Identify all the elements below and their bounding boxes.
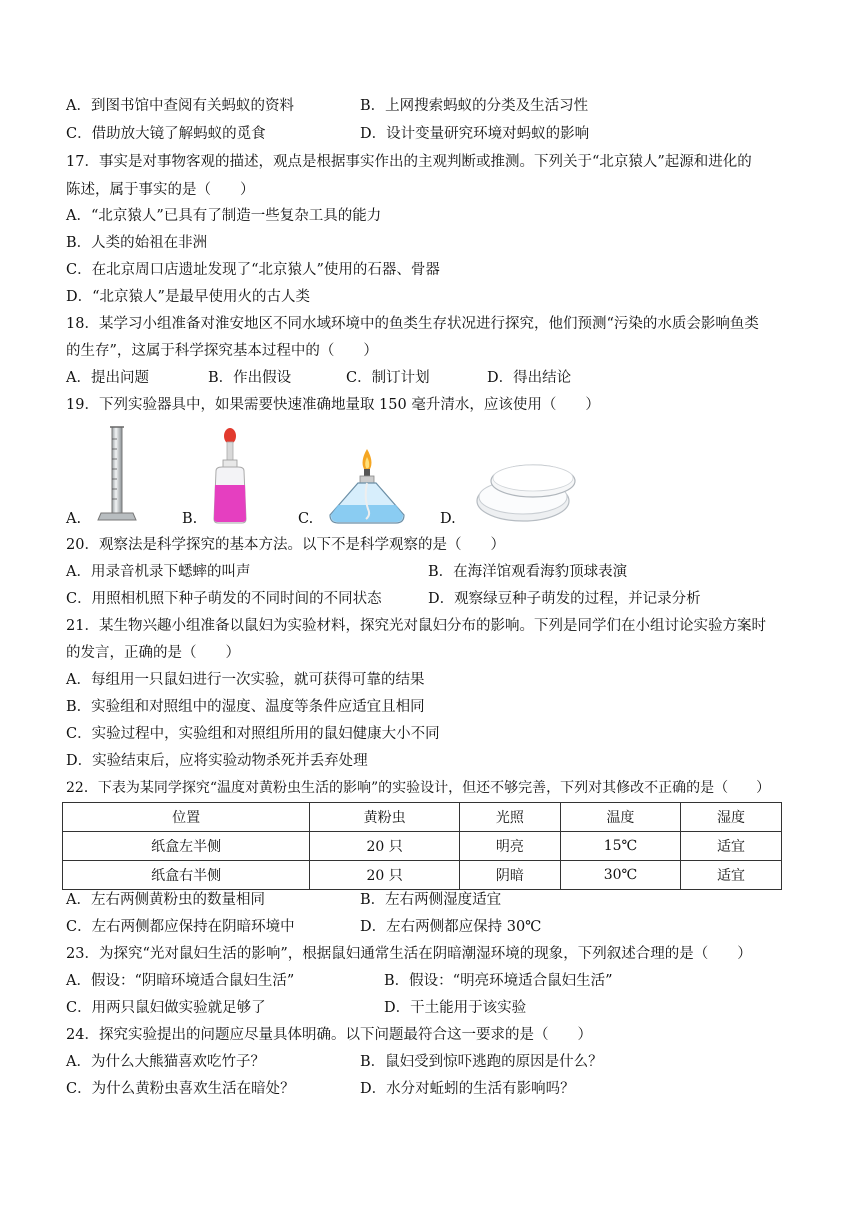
table-cell: 阴暗 <box>459 861 560 890</box>
q18-option-b: B．作出假设 <box>208 370 292 386</box>
table-cell: 30℃ <box>560 861 680 890</box>
q23-option-c: C．用两只鼠妇做实验就足够了 <box>66 1000 266 1016</box>
q21-stem-line1: 21．某生物兴趣小组准备以鼠妇为实验材料，探究光对鼠妇分布的影响。下列是同学们在小组讨论实验方案时 <box>66 618 766 634</box>
table-header-cell: 黄粉虫 <box>310 803 460 832</box>
q21-option-d: D．实验结束后，应将实验动物杀死并丢弃处理 <box>66 753 368 769</box>
table-header-cell: 温度 <box>560 803 680 832</box>
petri-dish-icon <box>471 455 581 527</box>
q23-stem: 23．为探究“光对鼠妇生活的影响”，根据鼠妇通常生活在阴暗潮湿环境的现象，下列叙述合理的是（ ） <box>66 946 752 962</box>
q22-option-a: A．左右两侧黄粉虫的数量相同 <box>66 892 265 908</box>
table-cell: 适宜 <box>680 832 781 861</box>
table-cell: 明亮 <box>459 832 560 861</box>
alcohol-lamp-icon <box>324 447 410 527</box>
q20-option-a: A．用录音机录下蟋蟀的叫声 <box>66 564 251 580</box>
q19-label-c: C. <box>298 511 314 527</box>
q24-option-b: B．鼠妇受到惊吓逃跑的原因是什么？ <box>360 1054 603 1070</box>
q18-option-a: A．提出问题 <box>66 370 149 386</box>
q16-option-a: A．到图书馆中查阅有关蚂蚁的资料 <box>66 98 294 114</box>
table-cell: 纸盒左半侧 <box>63 832 310 861</box>
table-header-row <box>63 803 782 832</box>
q17-option-b: B．人类的始祖在非洲 <box>66 235 208 251</box>
q23-option-d: D．干土能用于该实验 <box>384 1000 527 1016</box>
table-cell: 纸盒右半侧 <box>63 861 310 890</box>
q22-option-c: C．左右两侧都应保持在阴暗环境中 <box>66 919 295 935</box>
q20-option-d: D．观察绿豆种子萌发的过程，并记录分析 <box>428 591 701 607</box>
q24-option-c: C．为什么黄粉虫喜欢生活在暗处？ <box>66 1081 295 1097</box>
table-cell: 适宜 <box>680 861 781 890</box>
table-cell: 20 只 <box>310 832 460 861</box>
q19-stem: 19．下列实验器具中，如果需要快速准确地量取 150 毫升清水，应该使用（ ） <box>66 397 600 413</box>
table-header-cell: 湿度 <box>680 803 781 832</box>
dropper-bottle-icon <box>206 427 254 525</box>
q17-stem-line1: 17．事实是对事物客观的描述，观点是根据事实作出的主观判断或推测。下列关于“北京猿人”起源和进化的 <box>66 154 752 170</box>
q19-label-a: A. <box>66 511 82 527</box>
q24-stem: 24．探究实验提出的问题应尽量具体明确。以下问题最符合这一要求的是（ ） <box>66 1027 592 1043</box>
q16-option-b: B．上网搜索蚂蚁的分类及生活习性 <box>360 98 589 114</box>
q22-stem: 22．下表为某同学探究“温度对黄粉虫生活的影响”的实验设计，但还不够完善，下列对其修改不正确的是（ ） <box>66 780 771 796</box>
q24-option-a: A．为什么大熊猫喜欢吃竹子？ <box>66 1054 265 1070</box>
q17-option-a: A．“北京猿人”已具有了制造一些复杂工具的能力 <box>66 208 382 224</box>
q17-stem-line2: 陈述，属于事实的是（ ） <box>66 182 255 198</box>
q21-option-a: A．每组用一只鼠妇进行一次实验，就可获得可靠的结果 <box>66 672 425 688</box>
q22-option-b: B．左右两侧湿度适宜 <box>360 892 502 908</box>
table-row <box>63 832 782 861</box>
table-header-cell: 光照 <box>459 803 560 832</box>
q18-stem-line2: 的生存”，这属于科学探究基本过程中的（ ） <box>66 343 378 359</box>
q18-stem-line1: 18．某学习小组准备对淮安地区不同水域环境中的鱼类生存状况进行探究，他们预测“污染的水质会影响鱼类 <box>66 316 759 332</box>
table-row <box>63 861 782 890</box>
graduated-cylinder-icon <box>96 425 138 525</box>
q23-option-b: B．假设：“明亮环境适合鼠妇生活” <box>384 973 613 989</box>
q24-option-d: D．水分对蚯蚓的生活有影响吗？ <box>360 1081 575 1097</box>
q16-option-c: C．借助放大镜了解蚂蚁的觅食 <box>66 126 266 142</box>
q20-stem: 20．观察法是科学探究的基本方法。以下不是科学观察的是（ ） <box>66 537 505 553</box>
table-cell: 15℃ <box>560 832 680 861</box>
q19-figures <box>66 425 666 530</box>
q21-stem-line2: 的发言，正确的是（ ） <box>66 645 240 661</box>
q18-option-d: D．得出结论 <box>487 370 572 386</box>
q19-label-d: D. <box>440 511 456 527</box>
table-cell: 20 只 <box>310 861 460 890</box>
q16-option-d: D．设计变量研究环境对蚂蚁的影响 <box>360 126 590 142</box>
q21-option-c: C．实验过程中，实验组和对照组所用的鼠妇健康大小不同 <box>66 726 440 742</box>
q20-option-c: C．用照相机照下种子萌发的不同时间的不同状态 <box>66 591 382 607</box>
q17-option-d: D．“北京猿人”是最早使用火的古人类 <box>66 289 310 305</box>
q22-option-d: D．左右两侧都应保持 30℃ <box>360 919 542 935</box>
q18-option-c: C．制订计划 <box>346 370 430 386</box>
experiment-table <box>62 802 782 890</box>
q20-option-b: B．在海洋馆观看海豹顶球表演 <box>428 564 628 580</box>
q21-option-b: B．实验组和对照组中的湿度、温度等条件应适宜且相同 <box>66 699 425 715</box>
q23-option-a: A．假设：“阴暗环境适合鼠妇生活” <box>66 973 295 989</box>
q17-option-c: C．在北京周口店遗址发现了“北京猿人”使用的石器、骨器 <box>66 262 440 278</box>
q19-label-b: B. <box>182 511 198 527</box>
table-header-cell: 位置 <box>63 803 310 832</box>
